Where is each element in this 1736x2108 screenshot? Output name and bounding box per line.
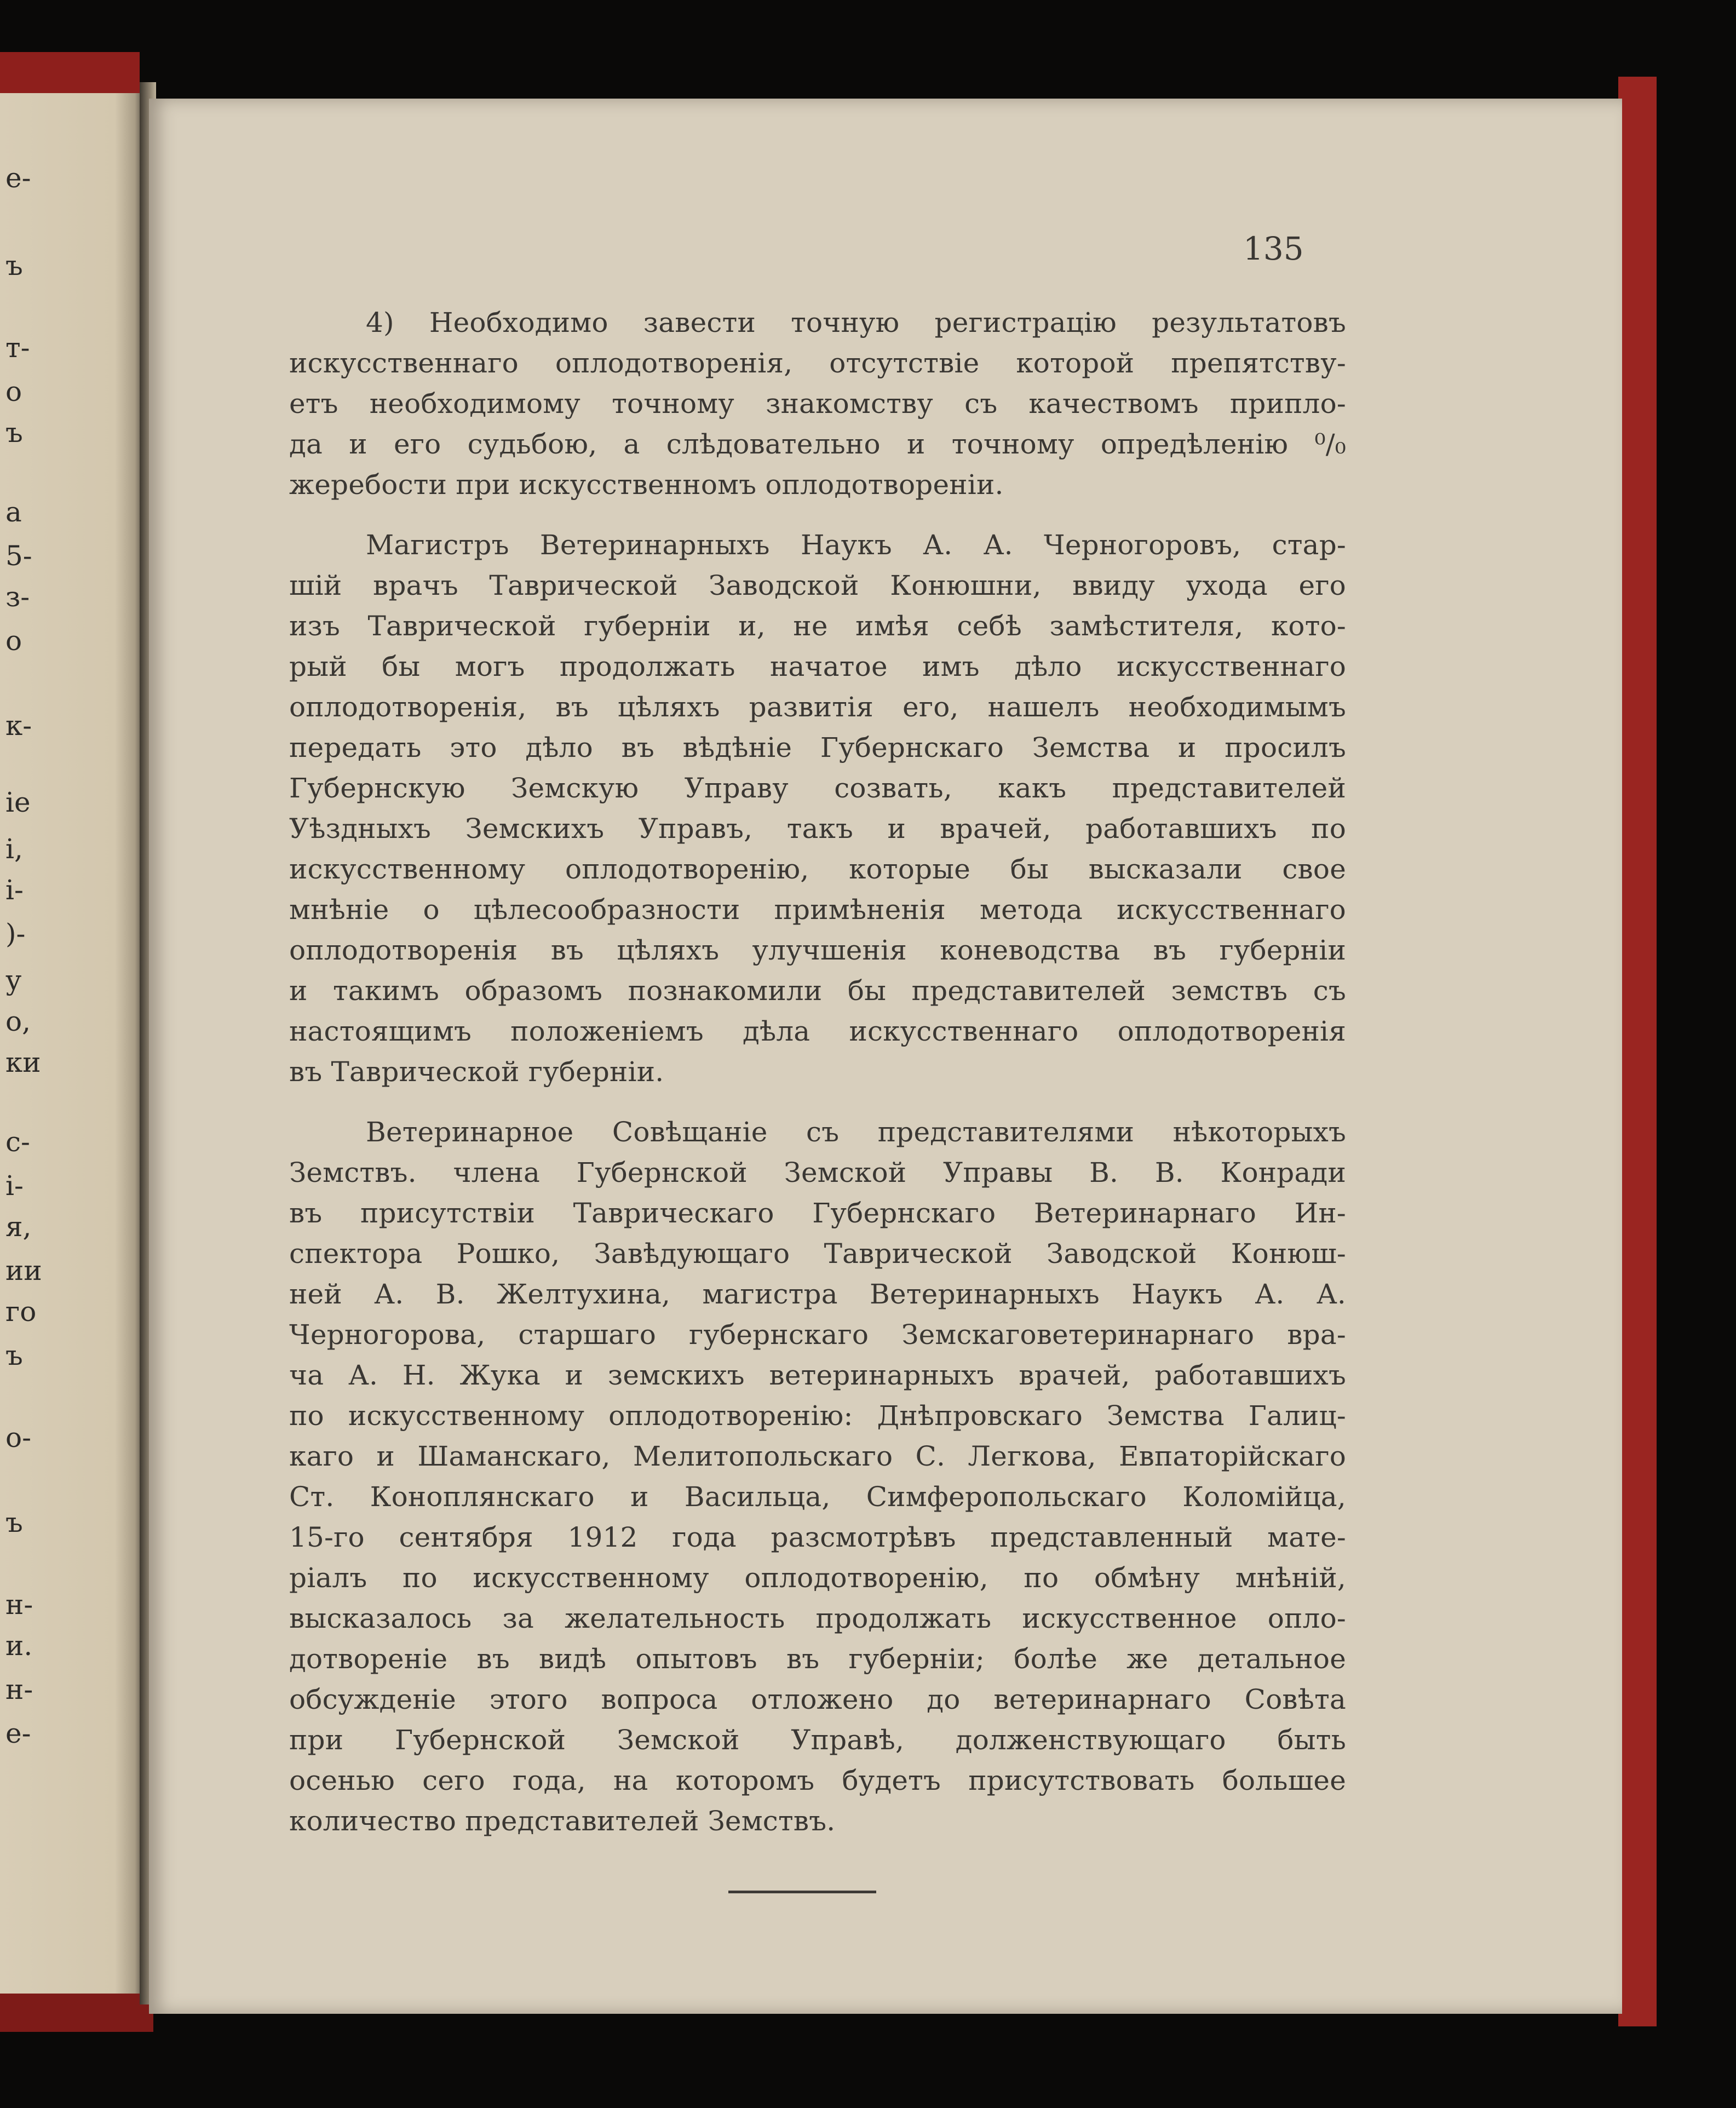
text-line: ней А. В. Желтухина, магистра Ветеринарныхъ Наукъ А. А. [289,1278,1346,1310]
text-line: искусственному оплодотворенію, которые бы высказали свое [289,853,1346,885]
text-line: высказалось за желательность продолжать искусственное опло- [289,1602,1346,1634]
left-page-fragments [0,93,143,1994]
page-number: 135 [1243,230,1304,267]
left-page-fragment: )- [5,918,26,950]
left-page-fragment: с- [5,1126,30,1158]
left-page-fragment: і, [5,833,23,865]
text-line: 15-го сентября 1912 года разсмотрѣвъ представленный мате- [289,1521,1346,1553]
left-page-fragment: е- [5,162,31,194]
text-line: ріалъ по искусственному оплодотворенію, по обмѣну мнѣній, [289,1562,1346,1594]
text-line: передать это дѣло въ вѣдѣніе Губернскаго Земства и просилъ [289,732,1346,763]
text-line: Ст. Коноплянскаго и Васильца, Симферопольскаго Коломійца, [289,1481,1346,1513]
text-line: каго и Шаманскаго, Мелитопольскаго С. Легкова, Евпаторійскаго [289,1440,1346,1472]
text-line: количество представителей Земствъ. [289,1805,836,1837]
paragraph [289,1112,1346,1841]
text-line: жеребости при искусственномъ оплодотвореніи. [289,469,1004,501]
text-line: по искусственному оплодотворенію: Днѣпровскаго Земства Галиц- [289,1400,1346,1432]
paragraph [289,525,1346,1092]
text-line: Черногорова, старшаго губернскаго Земскаговетеринарнаго вра- [289,1319,1346,1351]
text-line: шій врачъ Таврической Заводской Конюшни, ввиду ухода его [289,570,1346,601]
text-line: обсужденіе этого вопроса отложено до ветеринарнаго Совѣта [289,1684,1346,1715]
text-line: да и его судьбою, а слѣдовательно и точному опредѣленію ⁰/₀ [289,428,1346,460]
paragraph [289,302,1346,505]
left-page-fragment: ии [5,1255,42,1286]
text-line: въ присутствіи Таврическаго Губернскаго Ветеринарнаго Ин- [289,1197,1346,1229]
left-page-fragment: ки [5,1047,41,1078]
left-page-fragment: о [5,625,22,657]
text-line: рый бы могъ продолжать начатое имъ дѣло искусственнаго [289,651,1346,682]
text-line: Земствъ. члена Губернской Земской Управы В. В. Конради [289,1157,1346,1188]
text-line: ча А. Н. Жука и земскихъ ветеринарныхъ врачей, работавшихъ [289,1359,1346,1391]
left-page-fragment: о- [5,1422,31,1454]
text-line: мнѣніе о цѣлесообразности примѣненія метода искусственнаго [289,894,1346,926]
left-page-fragment: к- [5,710,32,742]
text-line: оплодотворенія, въ цѣляхъ развитія его, нашелъ необходимымъ [289,691,1346,723]
text-line: въ Таврической губерніи. [289,1056,664,1088]
text-line: дотвореніе въ видѣ опытовъ въ губерніи; болѣе же детальное [289,1643,1346,1675]
text-line: искусственнаго оплодотворенія, отсутствіе которой препятству- [289,347,1346,379]
text-line: 4) Необходимо завести точную регистрацію результатовъ [366,307,1346,338]
book-cover-right-edge [1618,77,1657,2026]
left-page-fragment: і- [5,1170,24,1202]
text-line: и такимъ образомъ познакомили бы представителей земствъ съ [289,975,1346,1007]
left-page-fragment: и. [5,1630,33,1662]
left-page-fragment: з- [5,581,30,613]
left-page-fragment: т- [5,332,30,364]
left-page-fragment: н- [5,1589,33,1621]
left-page-fragment: і- [5,874,24,906]
left-page-fragment: у [5,964,22,996]
text-line: оплодотворенія въ цѣляхъ улучшенія коневодства въ губерніи [289,934,1346,966]
left-page-fragment: 5- [5,540,32,572]
text-line: спектора Рошко, Завѣдующаго Таврической Заводской Конюш- [289,1238,1346,1270]
left-page-fragment: ъ [5,417,23,449]
text-line: изъ Таврической губерніи и, не имѣя себѣ замѣстителя, кото- [289,610,1346,642]
left-page-fragment: го [5,1296,37,1328]
text-line: Ветеринарное Совѣщаніе съ представителями нѣкоторыхъ [366,1116,1346,1148]
left-page-fragment: о, [5,1006,31,1037]
left-page-fragment: іе [5,786,31,818]
left-page-strip [0,93,143,1994]
text-line: при Губернской Земской Управѣ, долженствующаго быть [289,1724,1346,1756]
text-line: Магистръ Ветеринарныхъ Наукъ А. А. Черногоровъ, стар- [366,529,1346,561]
left-page-fragment: а [5,496,22,528]
left-page-fragment: я, [5,1211,32,1243]
left-page-fragment: ъ [5,250,23,282]
left-page-fragment: ъ [5,1340,23,1371]
text-line: осенью сего года, на которомъ будетъ присутствовать большее [289,1765,1346,1796]
body-text [289,302,1346,1841]
text-line: Губернскую Земскую Управу созвать, какъ представителей [289,772,1346,804]
left-page-fragment: е- [5,1718,31,1749]
left-page-fragment: ъ [5,1507,23,1538]
left-page-fragment: о [5,376,22,407]
text-line: настоящимъ положеніемъ дѣла искусственнаго оплодотворенія [289,1015,1346,1047]
text-line: етъ необходимому точному знакомству съ качествомъ припло- [289,388,1346,420]
text-line: Уѣздныхъ Земскихъ Управъ, такъ и врачей, работавшихъ по [289,813,1346,845]
closing-rule [728,1891,876,1893]
left-page-fragment: н- [5,1674,33,1705]
